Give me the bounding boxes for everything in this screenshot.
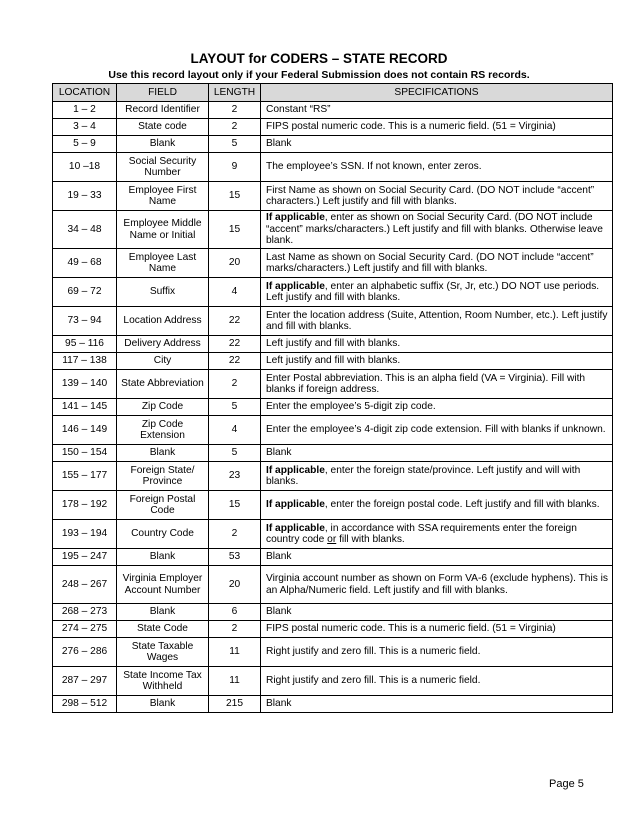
cell-location: 49 – 68	[53, 249, 117, 278]
cell-location: 117 – 138	[53, 353, 117, 370]
spec-emphasis: If applicable	[266, 499, 325, 511]
page-subtitle: Use this record layout only if your Federal Submission does not contain RS records.	[108, 69, 530, 81]
cell-specification	[261, 604, 613, 621]
table-row	[53, 353, 613, 370]
table-row	[53, 621, 613, 638]
table-row	[53, 520, 613, 549]
cell-specification	[261, 307, 613, 336]
cell-specification	[261, 667, 613, 696]
cell-location: 69 – 72	[53, 278, 117, 307]
cell-length: 22	[209, 353, 261, 370]
cell-field: Blank	[117, 604, 209, 621]
cell-field: Virginia Employer Account Number	[117, 566, 209, 604]
spec-text: , in accordance with SSA requirements enter the foreign country code	[266, 522, 577, 545]
cell-location: 298 – 512	[53, 696, 117, 713]
table-row	[53, 370, 613, 399]
spec-text: Blank	[266, 698, 292, 710]
cell-location: 276 – 286	[53, 638, 117, 667]
spec-text: Enter Postal abbreviation. This is an alpha field (VA = Virginia). Fill with blanks if foreign address.	[266, 372, 586, 395]
spec-emphasis: If applicable	[266, 464, 325, 476]
cell-field: State Taxable Wages	[117, 638, 209, 667]
table-row	[53, 549, 613, 566]
cell-specification	[261, 153, 613, 182]
cell-length: 23	[209, 462, 261, 491]
cell-location: 5 – 9	[53, 136, 117, 153]
table-row	[53, 211, 613, 249]
cell-field: Social Security Number	[117, 153, 209, 182]
cell-length: 20	[209, 249, 261, 278]
cell-field: State code	[117, 119, 209, 136]
table-row	[53, 416, 613, 445]
cell-location: 141 – 145	[53, 399, 117, 416]
spec-text: Blank	[266, 447, 292, 459]
table-row	[53, 462, 613, 491]
cell-length: 5	[209, 399, 261, 416]
spec-text: FIPS postal numeric code. This is a numeric field. (51 = Virginia)	[266, 121, 556, 133]
cell-location: 248 – 267	[53, 566, 117, 604]
cell-location: 10 –18	[53, 153, 117, 182]
column-header-field: FIELD	[117, 84, 209, 102]
spec-text: Left justify and fill with blanks.	[266, 338, 401, 350]
column-header-length: LENGTH	[209, 84, 261, 102]
spec-text: Blank	[266, 551, 292, 563]
cell-length: 15	[209, 211, 261, 249]
cell-specification	[261, 182, 613, 211]
spec-text: , enter the foreign postal code. Left justify and fill with blanks.	[324, 499, 600, 511]
cell-location: 274 – 275	[53, 621, 117, 638]
cell-specification	[261, 353, 613, 370]
cell-field: Zip Code	[117, 399, 209, 416]
cell-location: 73 – 94	[53, 307, 117, 336]
cell-length: 53	[209, 549, 261, 566]
cell-length: 11	[209, 638, 261, 667]
cell-length: 6	[209, 604, 261, 621]
cell-location: 155 – 177	[53, 462, 117, 491]
page-title: LAYOUT for CODERS – STATE RECORD	[190, 51, 448, 66]
cell-location: 150 – 154	[53, 445, 117, 462]
spec-text: Left justify and fill with blanks.	[266, 355, 401, 367]
cell-specification	[261, 638, 613, 667]
cell-field: State Abbreviation	[117, 370, 209, 399]
spec-text: Enter the location address (Suite, Attention, Room Number, etc.). Left justify and fill with blanks.	[266, 309, 608, 332]
spec-text: The employee’s SSN. If not known, enter zeros.	[266, 161, 482, 173]
cell-length: 4	[209, 278, 261, 307]
cell-length: 2	[209, 119, 261, 136]
cell-location: 95 – 116	[53, 336, 117, 353]
cell-length: 20	[209, 566, 261, 604]
cell-length: 215	[209, 696, 261, 713]
cell-field: Record Identifier	[117, 102, 209, 119]
cell-specification	[261, 370, 613, 399]
cell-length: 15	[209, 491, 261, 520]
spec-text: Enter the employee’s 4-digit zip code extension. Fill with blanks if unknown.	[266, 424, 606, 436]
table-row	[53, 136, 613, 153]
cell-specification	[261, 211, 613, 249]
spec-text: Virginia account number as shown on Form VA-6 (exclude hyphens). This is an Alpha/Numeric field. Left justify and fill with blanks.	[266, 573, 609, 596]
cell-field: Location Address	[117, 307, 209, 336]
spec-text: FIPS postal numeric code. This is a numeric field. (51 = Virginia)	[266, 623, 556, 635]
spec-text: Right justify and zero fill. This is a numeric field.	[266, 675, 481, 687]
cell-location: 19 – 33	[53, 182, 117, 211]
table-row	[53, 445, 613, 462]
cell-specification	[261, 119, 613, 136]
cell-specification	[261, 136, 613, 153]
cell-field: Blank	[117, 445, 209, 462]
cell-field: City	[117, 353, 209, 370]
table-row	[53, 399, 613, 416]
spec-text: Right justify and zero fill. This is a numeric field.	[266, 646, 481, 658]
cell-location: 146 – 149	[53, 416, 117, 445]
cell-field: State Code	[117, 621, 209, 638]
table-row	[53, 566, 613, 604]
table-row	[53, 278, 613, 307]
cell-length: 5	[209, 136, 261, 153]
cell-specification	[261, 278, 613, 307]
table-header-row	[53, 84, 613, 102]
table-row	[53, 307, 613, 336]
cell-field: Suffix	[117, 278, 209, 307]
spec-text: , enter the foreign state/province. Left justify and will with blanks.	[266, 464, 581, 487]
column-header-location: LOCATION	[53, 84, 117, 102]
spec-underline: or	[327, 534, 337, 545]
cell-specification	[261, 249, 613, 278]
cell-length: 5	[209, 445, 261, 462]
spec-text: Blank	[266, 138, 292, 150]
cell-specification	[261, 566, 613, 604]
cell-specification	[261, 621, 613, 638]
cell-length: 9	[209, 153, 261, 182]
spec-text: , enter an alphabetic suffix (Sr, Jr, etc.) DO NOT use periods. Left justify and fill with blanks.	[266, 280, 600, 303]
table-row	[53, 667, 613, 696]
cell-location: 193 – 194	[53, 520, 117, 549]
cell-field: Blank	[117, 696, 209, 713]
table-row	[53, 638, 613, 667]
spec-text: Last Name as shown on Social Security Card. (DO NOT include “accent” marks/characters.) Left justify and fill with blanks.	[266, 251, 594, 274]
table-row	[53, 119, 613, 136]
spec-text: , enter as shown on Social Security Card. (DO NOT include “accent” marks/characters.) Left justify and fill with blanks. Otherwise leave blank.	[266, 212, 603, 247]
cell-length: 2	[209, 370, 261, 399]
cell-length: 2	[209, 102, 261, 119]
spec-emphasis: If applicable	[266, 212, 325, 224]
cell-field: State Income Tax Withheld	[117, 667, 209, 696]
cell-specification	[261, 696, 613, 713]
table-body	[53, 102, 613, 713]
cell-field: Employee Last Name	[117, 249, 209, 278]
cell-location: 34 – 48	[53, 211, 117, 249]
cell-length: 11	[209, 667, 261, 696]
cell-specification	[261, 549, 613, 566]
spec-text-tail: fill with blanks.	[336, 534, 405, 545]
cell-field: Foreign State/ Province	[117, 462, 209, 491]
cell-field: Blank	[117, 136, 209, 153]
spec-emphasis: If applicable	[266, 280, 325, 292]
cell-specification	[261, 462, 613, 491]
cell-specification	[261, 336, 613, 353]
cell-field: Foreign Postal Code	[117, 491, 209, 520]
table-row	[53, 102, 613, 119]
cell-length: 22	[209, 336, 261, 353]
cell-field: Employee First Name	[117, 182, 209, 211]
cell-field: Delivery Address	[117, 336, 209, 353]
table-row	[53, 604, 613, 621]
cell-length: 2	[209, 520, 261, 549]
table-row	[53, 336, 613, 353]
cell-location: 3 – 4	[53, 119, 117, 136]
table-row	[53, 249, 613, 278]
cell-specification	[261, 399, 613, 416]
cell-specification	[261, 416, 613, 445]
cell-length: 15	[209, 182, 261, 211]
cell-specification	[261, 491, 613, 520]
table-row	[53, 491, 613, 520]
cell-location: 287 – 297	[53, 667, 117, 696]
page-number: Page 5	[549, 778, 584, 790]
cell-field: Employee Middle Name or Initial	[117, 211, 209, 249]
cell-location: 268 – 273	[53, 604, 117, 621]
cell-field: Zip Code Extension	[117, 416, 209, 445]
cell-specification	[261, 102, 613, 119]
cell-location: 1 – 2	[53, 102, 117, 119]
table-row	[53, 696, 613, 713]
cell-field: Country Code	[117, 520, 209, 549]
record-layout-table	[52, 83, 613, 713]
table-row	[53, 153, 613, 182]
spec-text: First Name as shown on Social Security Card. (DO NOT include “accent” characters.) Left justify and fill with blanks.	[266, 184, 595, 207]
spec-emphasis: If applicable	[266, 522, 325, 534]
cell-location: 139 – 140	[53, 370, 117, 399]
spec-text: Constant “RS”	[266, 104, 331, 116]
column-header-specifications: SPECIFICATIONS	[261, 84, 613, 102]
cell-specification	[261, 445, 613, 462]
cell-location: 178 – 192	[53, 491, 117, 520]
spec-text: Blank	[266, 606, 292, 618]
cell-location: 195 – 247	[53, 549, 117, 566]
cell-length: 4	[209, 416, 261, 445]
table-row	[53, 182, 613, 211]
cell-length: 2	[209, 621, 261, 638]
cell-length: 22	[209, 307, 261, 336]
cell-specification	[261, 520, 613, 549]
spec-text: Enter the employee’s 5-digit zip code.	[266, 401, 436, 413]
cell-field: Blank	[117, 549, 209, 566]
